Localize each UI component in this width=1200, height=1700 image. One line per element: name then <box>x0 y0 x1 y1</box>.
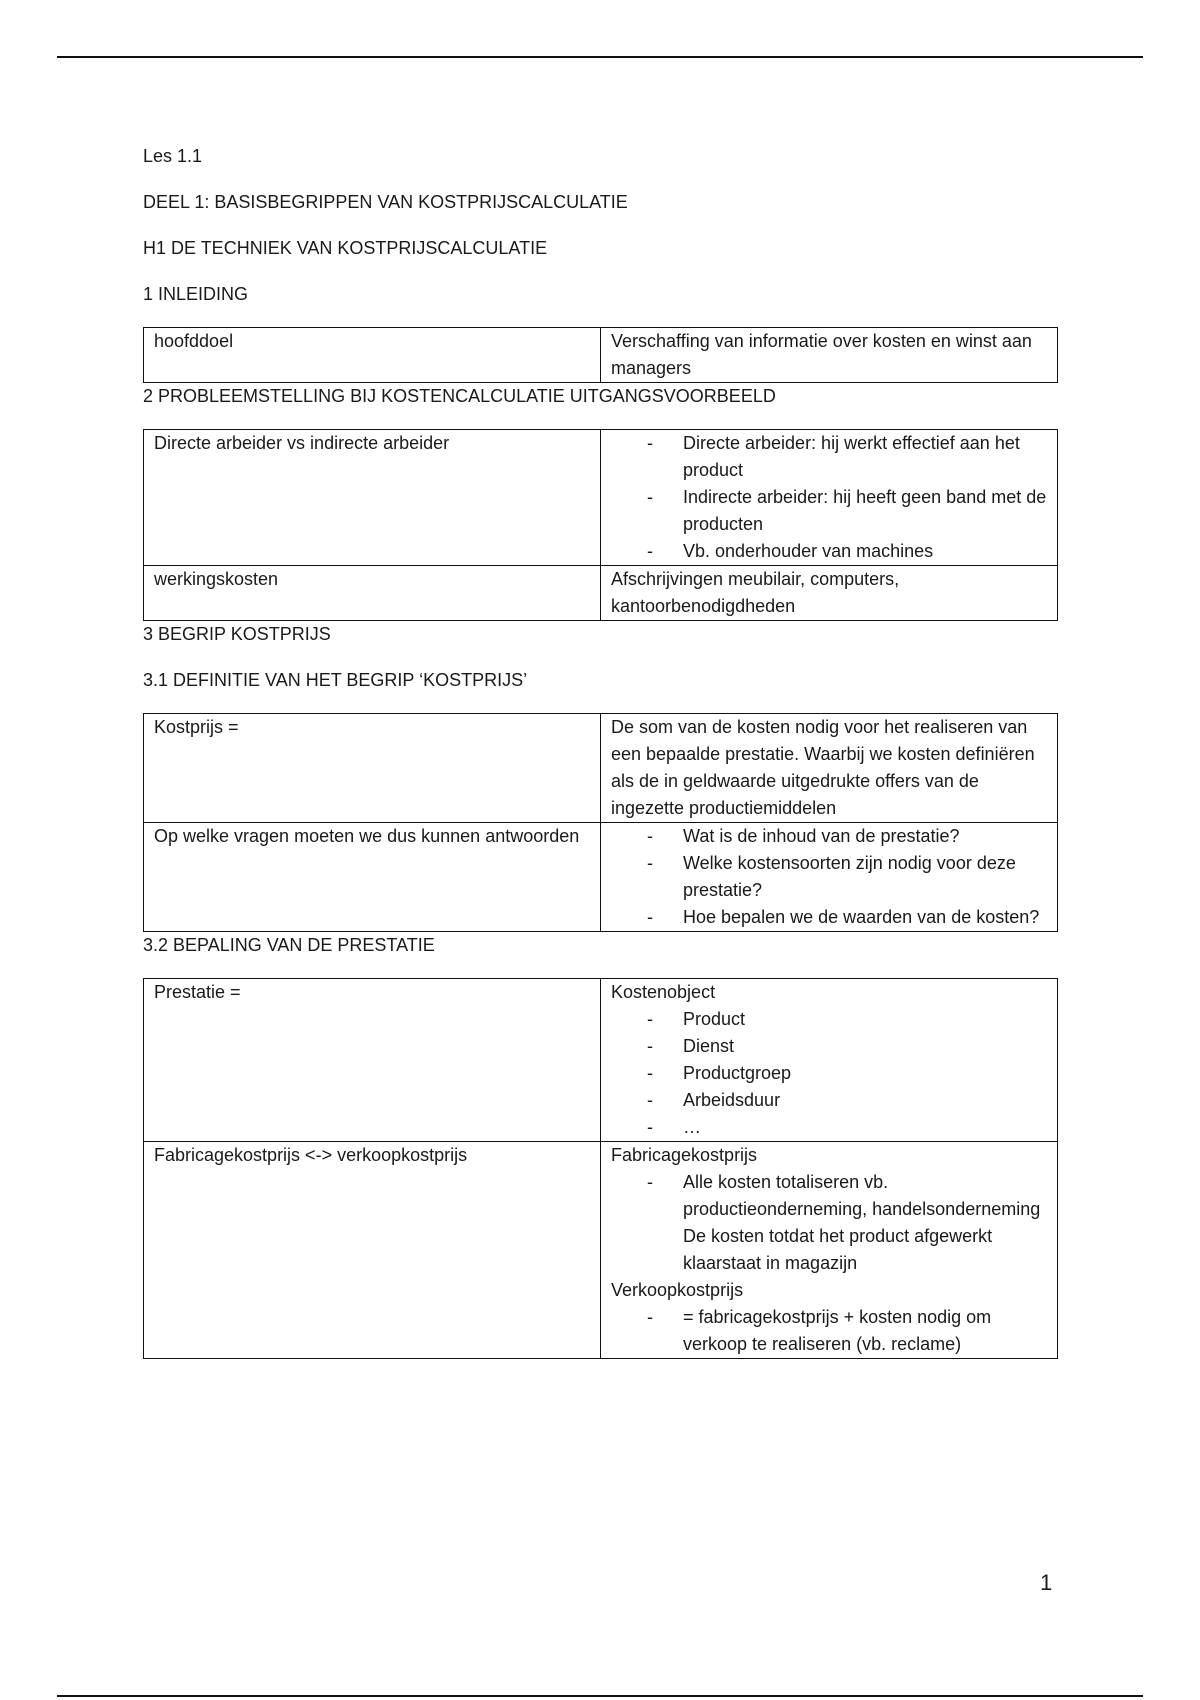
list-item: - Hoe bepalen we de waarden van de kosten? <box>683 904 1048 931</box>
definition-cell: De som van de kosten nodig voor het realiseren van een bepaalde prestatie. Waarbij we kosten definiëren als de in geldwaarde uitgedrukte offers van de ingezette productiemiddelen <box>601 714 1058 823</box>
document-body <box>143 143 1058 1359</box>
table-row <box>144 714 1058 823</box>
term-cell: Kostprijs = <box>144 714 601 823</box>
chapter-title: H1 DE TECHNIEK VAN KOSTPRIJSCALCULATIE <box>143 238 548 258</box>
term-cell: Directe arbeider vs indirecte arbeider <box>144 430 601 566</box>
list-item: - Wat is de inhoud van de prestatie? <box>683 823 1048 850</box>
table-probleemstelling <box>143 429 1058 621</box>
list-item: - Dienst <box>683 1033 1048 1060</box>
table-row <box>144 328 1058 383</box>
list-item: - Vb. onderhouder van machines <box>683 538 1048 565</box>
definition-cell <box>601 1142 1058 1359</box>
bullet-list <box>611 823 1048 931</box>
cell-heading: Verkoopkostprijs <box>611 1280 744 1300</box>
term-cell: Prestatie = <box>144 979 601 1142</box>
section-3-1-title: 3.1 DEFINITIE VAN HET BEGRIP ‘KOSTPRIJS’ <box>143 670 528 690</box>
cell-heading: Kostenobject <box>611 982 716 1002</box>
cell-note: De kosten totdat het product afgewerkt klaarstaat in magazijn <box>683 1226 993 1273</box>
list-item: - … <box>683 1114 1048 1141</box>
list-item: - Productgroep <box>683 1060 1048 1087</box>
footer-rule <box>57 1695 1143 1697</box>
definition-cell <box>601 823 1058 932</box>
header-rule <box>57 56 1143 58</box>
section-1-title: 1 INLEIDING <box>143 284 249 304</box>
list-item: - Directe arbeider: hij werkt effectief aan het product <box>683 430 1048 484</box>
table-row <box>144 823 1058 932</box>
section-2-title: 2 PROBLEEMSTELLING BIJ KOSTENCALCULATIE UITGANGSVOORBEELD <box>143 386 776 406</box>
lesson-title: Les 1.1 <box>143 146 203 166</box>
bullet-list <box>611 430 1048 565</box>
table-row <box>144 1142 1058 1359</box>
cell-heading: Fabricagekostprijs <box>611 1145 758 1165</box>
bullet-list <box>611 1169 1048 1223</box>
section-3-2-title: 3.2 BEPALING VAN DE PRESTATIE <box>143 935 435 955</box>
bullet-list <box>611 1006 1048 1141</box>
list-item: - Alle kosten totaliseren vb. productieonderneming, handelsonderneming <box>683 1169 1048 1223</box>
list-item: - Indirecte arbeider: hij heeft geen band met de producten <box>683 484 1048 538</box>
term-cell: Op welke vragen moeten we dus kunnen antwoorden <box>144 823 601 932</box>
list-item: - = fabricagekostprijs + kosten nodig om verkoop te realiseren (vb. reclame) <box>683 1304 1048 1358</box>
table-inleiding <box>143 327 1058 383</box>
part-title: DEEL 1: BASISBEGRIPPEN VAN KOSTPRIJSCALCULATIE <box>143 192 628 212</box>
term-cell: werkingskosten <box>144 566 601 621</box>
list-item: - Welke kostensoorten zijn nodig voor deze prestatie? <box>683 850 1048 904</box>
list-item: - Arbeidsduur <box>683 1087 1048 1114</box>
table-row <box>144 979 1058 1142</box>
bullet-list <box>611 1304 1048 1358</box>
page-number: 1 <box>1040 1570 1053 1595</box>
table-row <box>144 566 1058 621</box>
definition-cell: Verschaffing van informatie over kosten en winst aan managers <box>601 328 1058 383</box>
term-cell: hoofddoel <box>144 328 601 383</box>
table-bepaling-prestatie <box>143 978 1058 1359</box>
definition-cell <box>601 979 1058 1142</box>
table-row <box>144 430 1058 566</box>
definition-cell: Afschrijvingen meubilair, computers, kantoorbenodigdheden <box>601 566 1058 621</box>
term-cell: Fabricagekostprijs <-> verkoopkostprijs <box>144 1142 601 1359</box>
list-item: - Product <box>683 1006 1048 1033</box>
table-definitie-kostprijs <box>143 713 1058 932</box>
section-3-title: 3 BEGRIP KOSTPRIJS <box>143 624 331 644</box>
definition-cell <box>601 430 1058 566</box>
